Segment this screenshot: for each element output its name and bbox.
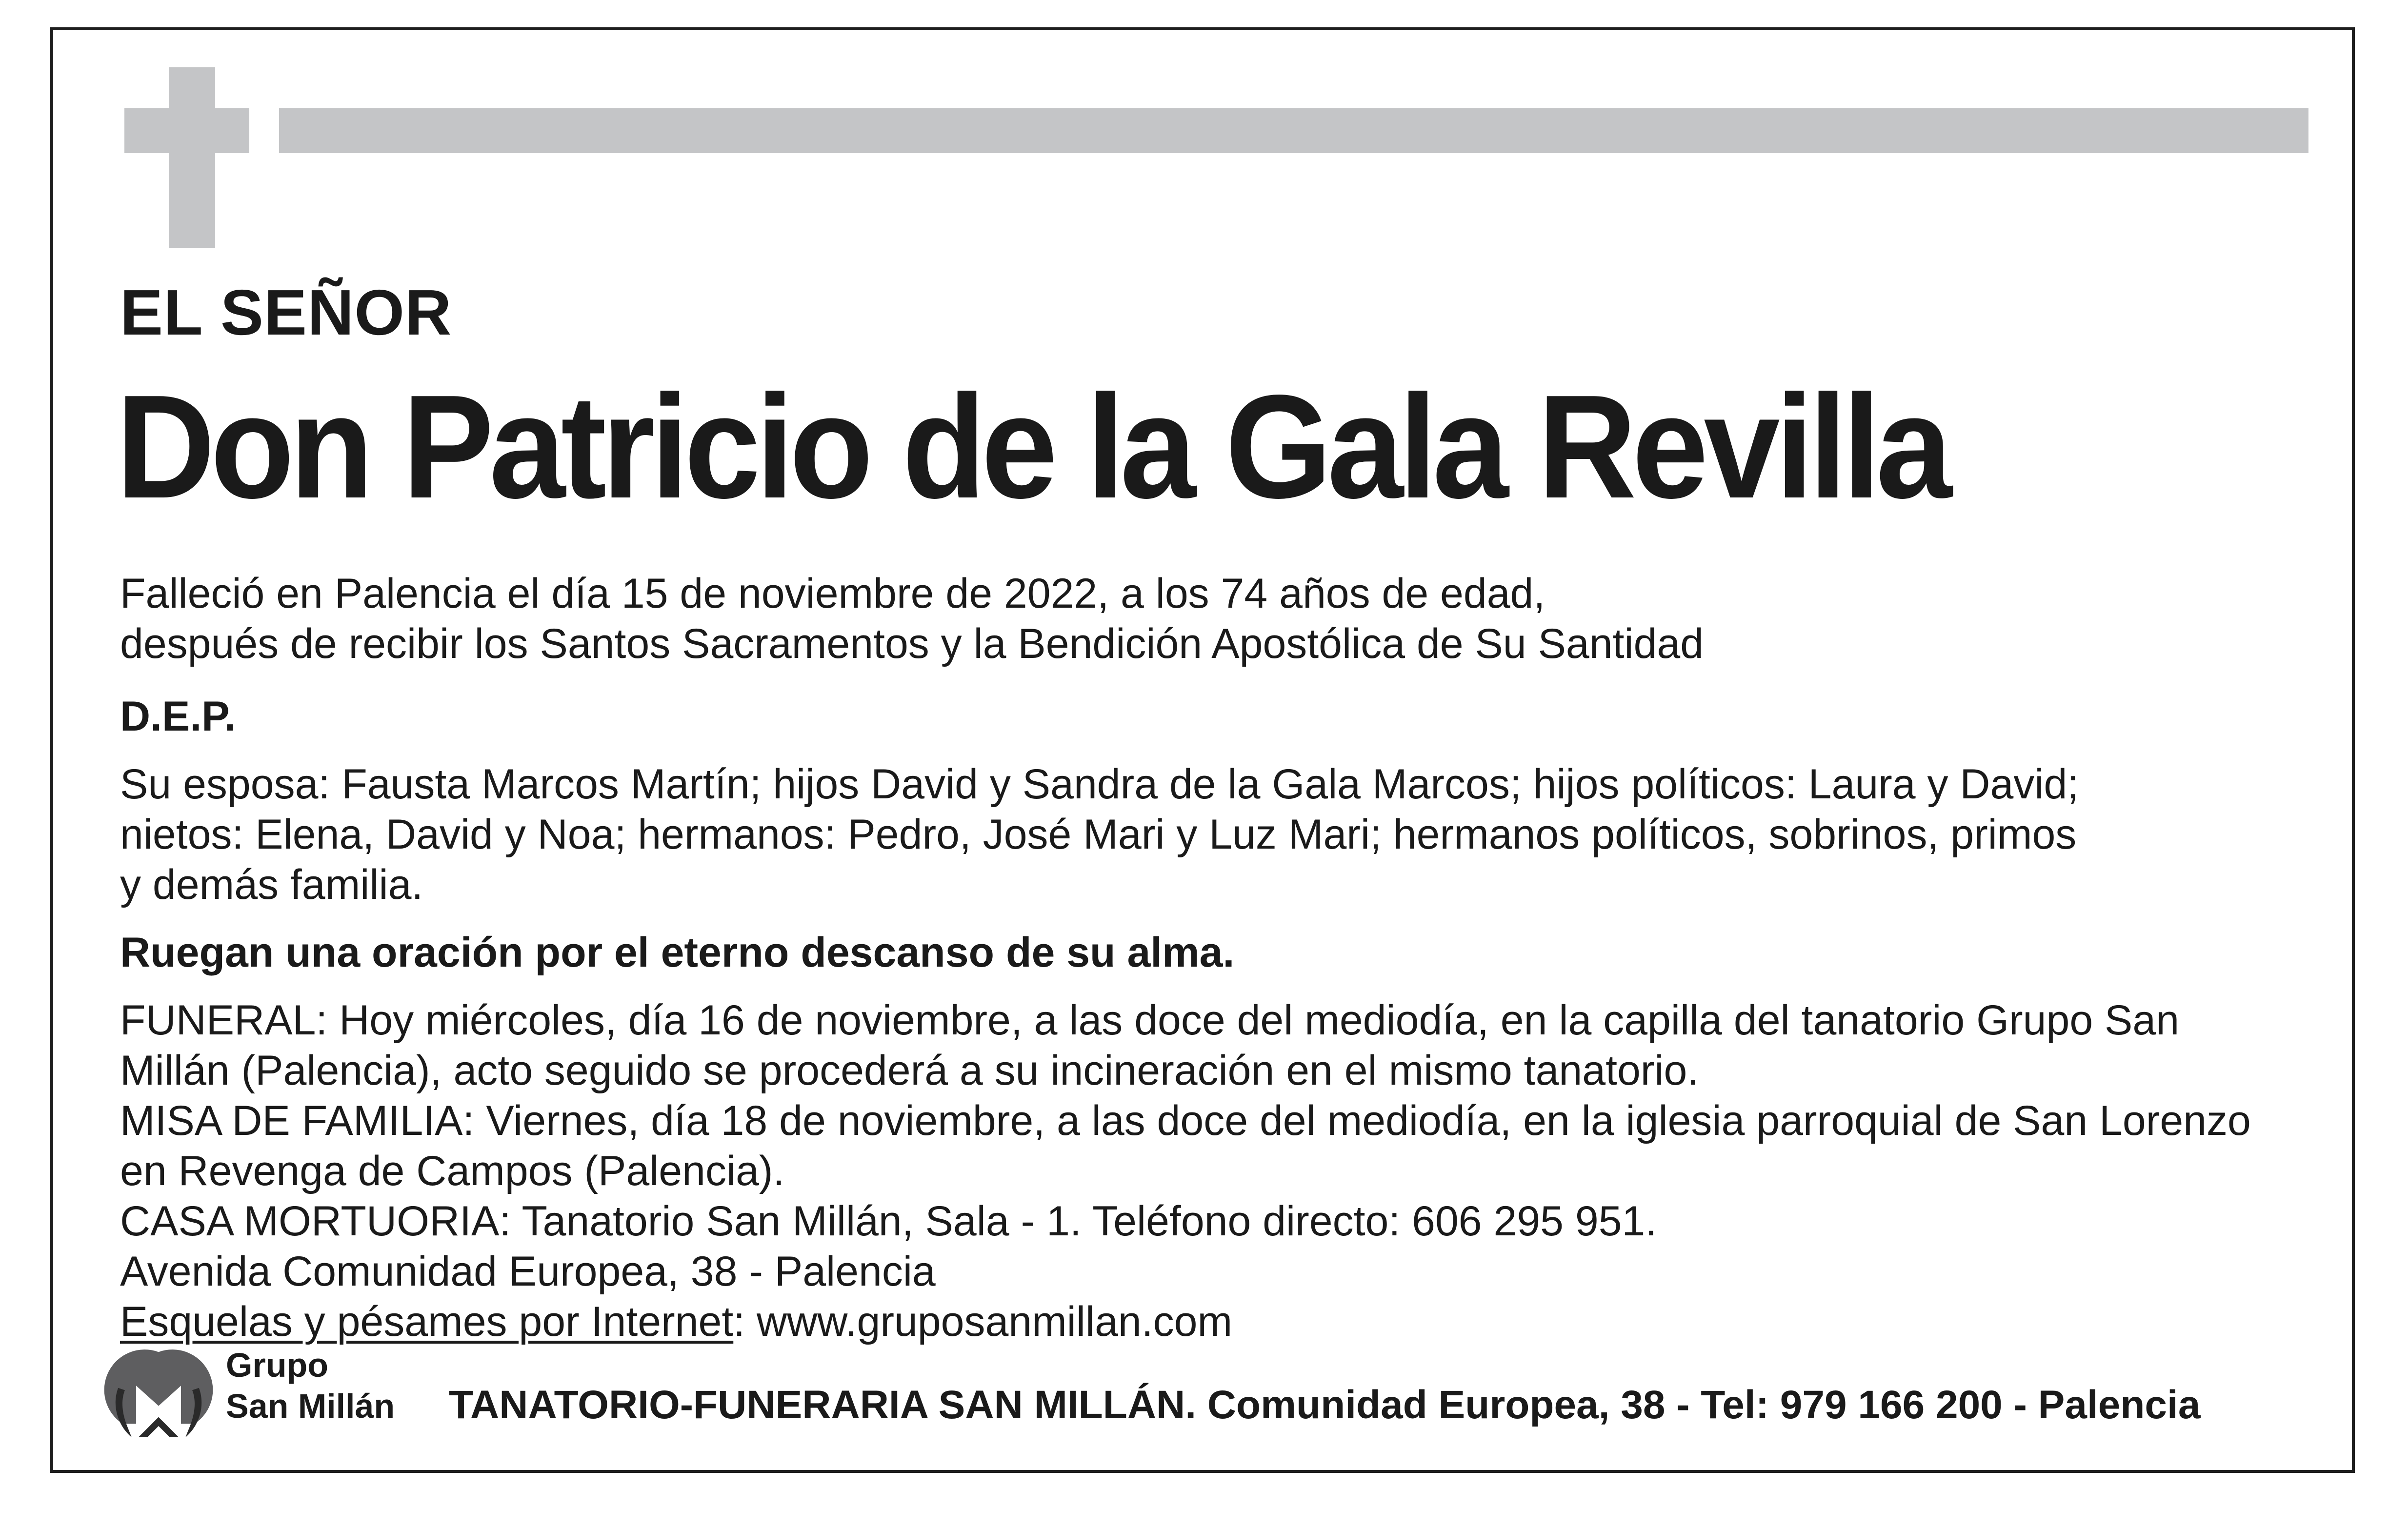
cross-icon-horizontal xyxy=(124,108,249,153)
logo-line-1: Grupo xyxy=(226,1346,328,1384)
honorific: EL SEÑOR xyxy=(120,277,452,348)
mass-line-2: en Revenga de Campos (Palencia). xyxy=(120,1148,785,1194)
logo-line-2: San Millán xyxy=(226,1387,395,1425)
funeral-home-footer: TANATORIO-FUNERARIA SAN MILLÁN. Comunidad Europea, 38 - Tel: 979 166 200 - Palencia xyxy=(449,1383,2201,1427)
internet-separator: : xyxy=(733,1298,757,1345)
death-line-2: después de recibir los Santos Sacramentos y la Bendición Apostólica de Su Santidad xyxy=(120,620,1704,667)
house-line-2: Avenida Comunidad Europea, 38 - Palencia xyxy=(120,1248,936,1295)
funeral-line-1: FUNERAL: Hoy miércoles, día 16 de noviembre, a las doce del mediodía, en la capilla del tanatorio Grupo San xyxy=(120,997,2180,1044)
cross-icon-vertical xyxy=(169,67,215,248)
rip-text: D.E.P. xyxy=(120,693,236,740)
deceased-name: Don Patricio de la Gala Revilla xyxy=(116,364,1948,529)
house-line-1: CASA MORTUORIA: Tanatorio San Millán, Sala - 1. Teléfono directo: 606 295 951. xyxy=(120,1198,1657,1245)
death-line-1: Falleció en Palencia el día 15 de noviembre de 2022, a los 74 años de edad, xyxy=(120,570,1545,617)
internet-line xyxy=(120,1297,2315,1347)
logo-wordmark xyxy=(226,1345,395,1427)
prayer-text: Ruegan una oración por el eterno descanso de su alma. xyxy=(120,929,1235,976)
grupo-san-millan-logo-icon xyxy=(102,1336,215,1448)
family-line-3: y demás familia. xyxy=(120,861,423,908)
family-line-2: nietos: Elena, David y Noa; hermanos: Pedro, José Mari y Luz Mari; hermanos políticos, sobrinos, primos xyxy=(120,811,2077,858)
header-bar xyxy=(279,108,2308,153)
funeral-line-2: Millán (Palencia), acto seguido se procederá a su incineración en el mismo tanatorio. xyxy=(120,1047,1699,1094)
internet-url[interactable]: www.gruposanmillan.com xyxy=(757,1298,1233,1345)
internet-label: Esquelas y pésames por Internet xyxy=(120,1298,734,1345)
notice-body xyxy=(120,569,2315,1347)
family-line-1: Su esposa: Fausta Marcos Martín; hijos David y Sandra de la Gala Marcos; hijos políticos: Laura y David; xyxy=(120,761,2079,808)
mass-line-1: MISA DE FAMILIA: Viernes, día 18 de noviembre, a las doce del mediodía, en la iglesia parroquial de San Lorenzo xyxy=(120,1097,2251,1144)
